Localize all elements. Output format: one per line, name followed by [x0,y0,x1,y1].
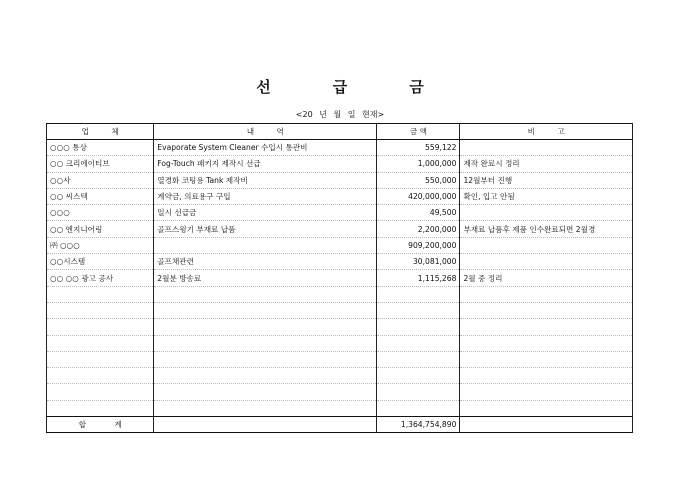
cell-details [154,335,377,351]
prepayment-table [46,123,633,433]
cell-amount [377,286,460,302]
cell-details: 골프스윙기 부재료 납품 [154,221,377,237]
cell-details [154,319,377,335]
cell-vendor: ㈜ ○○○ [47,237,154,253]
cell-amount: 49,500 [377,205,460,221]
cell-vendor: ○○ ○○ 광고 공사 [47,270,154,286]
cell-vendor [47,384,154,400]
table-row [47,140,633,156]
cell-vendor [47,319,154,335]
cell-amount: 909,200,000 [377,237,460,253]
cell-amount: 2,200,000 [377,221,460,237]
table-header-row [47,124,633,140]
header-details: 내 역 [154,124,377,140]
cell-vendor: ○○ 엔지니어링 [47,221,154,237]
cell-vendor: ○○ 크리에이티브 [47,156,154,172]
cell-vendor [47,400,154,416]
cell-amount [377,384,460,400]
cell-details: Evaporate System Cleaner 수입시 통관비 [154,140,377,156]
cell-details [154,302,377,318]
cell-details: 골프채관련 [154,254,377,270]
cell-details [154,368,377,384]
table-row [47,335,633,351]
cell-amount [377,400,460,416]
cell-vendor [47,368,154,384]
cell-remarks [460,368,633,384]
cell-amount [377,335,460,351]
cell-amount [377,351,460,367]
cell-vendor [47,335,154,351]
document-title [0,76,680,100]
cell-amount [377,319,460,335]
cell-remarks [460,400,633,416]
table-row [47,384,633,400]
cell-vendor [47,351,154,367]
cell-amount: 1,115,268 [377,270,460,286]
cell-remarks: 2월 중 정리 [460,270,633,286]
cell-vendor: ○○시스템 [47,254,154,270]
cell-details: 열경화 코팅용 Tank 제작비 [154,172,377,188]
cell-details [154,286,377,302]
cell-remarks [460,286,633,302]
table-row [47,400,633,416]
title-char: 금 [409,78,424,96]
cell-remarks: 확인, 입고 안됨 [460,188,633,204]
cell-remarks [460,254,633,270]
table-row [47,286,633,302]
cell-details: 2월분 방송료 [154,270,377,286]
table-row [47,188,633,204]
total-remarks [460,417,633,433]
table-row [47,319,633,335]
cell-vendor [47,302,154,318]
cell-details [154,351,377,367]
table-row [47,302,633,318]
cell-remarks [460,384,633,400]
total-details [154,417,377,433]
cell-vendor: ○○○ 통상 [47,140,154,156]
cell-amount: 1,000,000 [377,156,460,172]
cell-remarks: 제작 완료시 정리 [460,156,633,172]
cell-remarks [460,351,633,367]
cell-remarks [460,237,633,253]
cell-remarks: 12월부터 진행 [460,172,633,188]
cell-remarks: 부재료 납품후 제품 인수완료되면 2월경 [460,221,633,237]
total-amount: 1,364,754,890 [377,417,460,433]
table-row [47,237,633,253]
cell-vendor: ○○○ [47,205,154,221]
cell-details [154,400,377,416]
title-char: 급 [332,78,348,96]
cell-remarks [460,335,633,351]
total-row [47,417,633,433]
title-char: 선 [256,78,271,96]
cell-amount: 420,000,000 [377,188,460,204]
cell-amount [377,368,460,384]
cell-remarks [460,140,633,156]
table-row [47,351,633,367]
cell-details [154,237,377,253]
table-row [47,172,633,188]
cell-vendor [47,286,154,302]
total-label: 합 계 [47,417,154,433]
cell-amount: 559,122 [377,140,460,156]
table-row [47,156,633,172]
cell-amount [377,302,460,318]
table-row [47,221,633,237]
table-row [47,368,633,384]
table-row [47,205,633,221]
cell-details [154,384,377,400]
table-row [47,270,633,286]
cell-remarks [460,319,633,335]
cell-remarks [460,205,633,221]
cell-remarks [460,302,633,318]
header-amount: 금 액 [377,124,460,140]
header-remarks: 비 고 [460,124,633,140]
cell-details: 계약금, 의료용구 구입 [154,188,377,204]
cell-vendor: ○○사 [47,172,154,188]
cell-amount: 550,000 [377,172,460,188]
as-of-date: <20 년 월 일 현재> [295,110,385,119]
cell-details: 일시 선급금 [154,205,377,221]
table-row [47,254,633,270]
cell-details: Fog-Touch 패키지 제작시 선급 [154,156,377,172]
header-vendor: 업 체 [47,124,154,140]
cell-amount: 30,081,000 [377,254,460,270]
cell-vendor: ○○ 씨스텍 [47,188,154,204]
